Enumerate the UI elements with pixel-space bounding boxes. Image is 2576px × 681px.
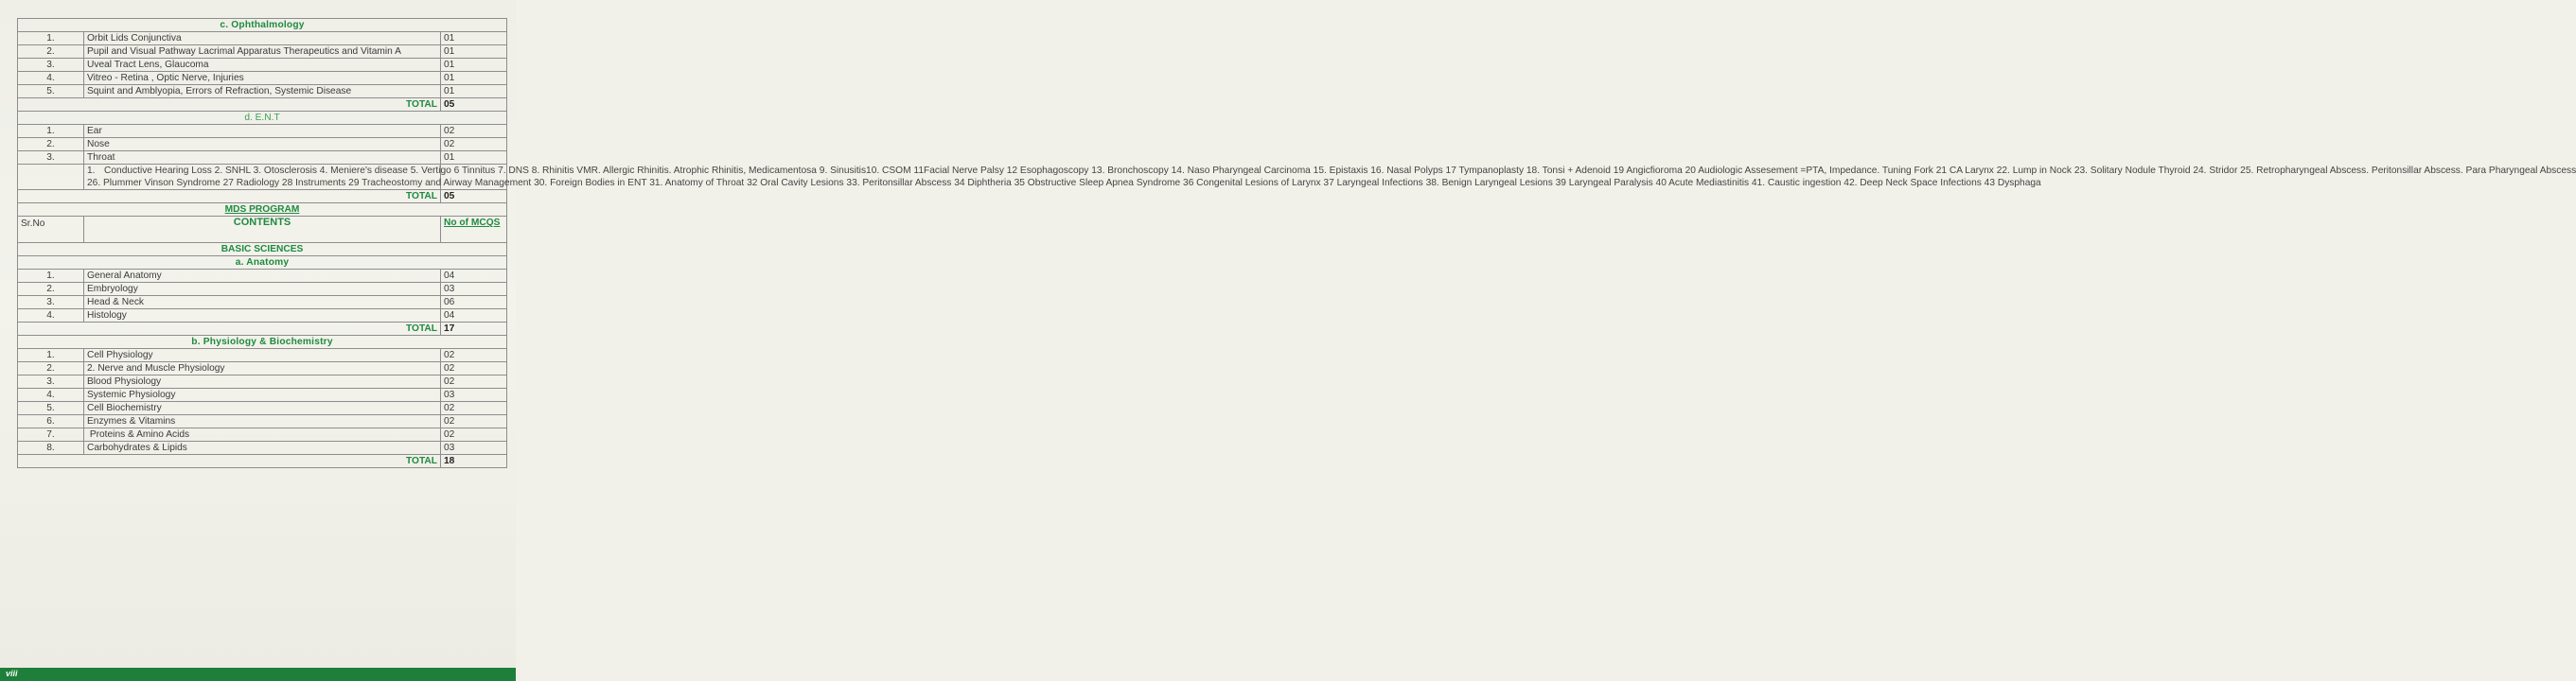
mcq-count: 02 bbox=[441, 125, 507, 138]
topic-cell: Vitreo - Retina , Optic Nerve, Injuries bbox=[84, 72, 441, 85]
basic-sciences-heading: BASIC SCIENCES bbox=[18, 243, 507, 256]
syllabus-table bbox=[17, 18, 2576, 468]
serial-number: 4. bbox=[18, 309, 84, 323]
detail-row bbox=[18, 165, 507, 190]
serial-number: 3. bbox=[18, 296, 84, 309]
table-row bbox=[18, 402, 507, 415]
serial-number: 4. bbox=[18, 72, 84, 85]
total-row bbox=[18, 98, 507, 112]
table-row bbox=[18, 283, 507, 296]
topic-cell: Squint and Amblyopia, Errors of Refraction, Systemic Disease bbox=[84, 85, 441, 98]
total-label: TOTAL bbox=[18, 323, 441, 336]
serial-number: 2. bbox=[18, 138, 84, 151]
topic-cell: Carbohydrates & Lipids bbox=[84, 442, 441, 455]
mcq-count: 01 bbox=[441, 32, 507, 45]
mcq-count: 02 bbox=[441, 415, 507, 428]
topic-cell: Nose bbox=[84, 138, 441, 151]
program-title-row bbox=[18, 203, 507, 217]
serial-number: 3. bbox=[18, 375, 84, 389]
serial-number: 3. bbox=[18, 59, 84, 72]
ent-topic-list-text: Conductive Hearing Loss 2. SNHL 3. Otosclerosis 4. Meniere's disease 5. Vertigo 6 Tinnitus 7. DNS 8. Rhinitis VMR. Allergic Rhinitis. Atrophic Rhinitis, Medicamentosa 9. Sinusitis10. CSOM 11Facial Nerve Palsy 12 Esophagoscopy 13. Bronchoscopy 14. Naso Pharyngeal Carcinoma 15. Epistaxis 16. Nasal Polyps 17 Tympanoplasty 18. Tonsi + Adenoid 19 Angicfioroma 20 Audiologic Assesement =PTA, Impedance. Tuning Fork 21 CA Larynx 22. Lump in Nock 23. Solitary Nodule Thyroid 24. Stridor 25. Retropharyngeal Abscess. Peritonsillar Abscess. Para Pharyngeal Abscess bbox=[104, 166, 2576, 176]
table-row bbox=[18, 296, 507, 309]
table-row bbox=[18, 85, 507, 98]
total-value: 17 bbox=[441, 323, 507, 336]
section-heading-physiology: b. Physiology & Biochemistry bbox=[18, 336, 507, 349]
mcq-count: 06 bbox=[441, 296, 507, 309]
serial-number: 1. bbox=[18, 349, 84, 362]
mcq-count: 01 bbox=[441, 45, 507, 59]
table-row bbox=[18, 375, 507, 389]
table-row bbox=[18, 59, 507, 72]
serial-number: 2. bbox=[18, 283, 84, 296]
table-row bbox=[18, 138, 507, 151]
table-row bbox=[18, 415, 507, 428]
serial-number: 5. bbox=[18, 402, 84, 415]
section-heading-anatomy: a. Anatomy bbox=[18, 256, 507, 270]
serial-number: 1. bbox=[18, 270, 84, 283]
mcq-count: 02 bbox=[441, 349, 507, 362]
serial-number: 3. bbox=[18, 151, 84, 165]
table-row bbox=[18, 151, 507, 165]
serial-number: 1. bbox=[18, 125, 84, 138]
topic-cell: Uveal Tract Lens, Glaucoma bbox=[84, 59, 441, 72]
topic-cell: Embryology bbox=[84, 283, 441, 296]
mcq-count: 02 bbox=[441, 402, 507, 415]
table-row bbox=[18, 442, 507, 455]
mcq-count: 04 bbox=[441, 270, 507, 283]
serial-number: 1. bbox=[18, 32, 84, 45]
mcq-count: 03 bbox=[441, 442, 507, 455]
table-row bbox=[18, 362, 507, 375]
total-value: 05 bbox=[441, 98, 507, 112]
table-row bbox=[18, 45, 507, 59]
total-value: 05 bbox=[441, 190, 507, 203]
topic-cell: Pupil and Visual Pathway Lacrimal Apparatus Therapeutics and Vitamin A bbox=[84, 45, 441, 59]
ent-topic-list bbox=[84, 165, 2576, 190]
mcq-count: 01 bbox=[441, 59, 507, 72]
list-number: 1. bbox=[87, 166, 96, 176]
serial-number: 5. bbox=[18, 85, 84, 98]
total-row bbox=[18, 190, 507, 203]
topic-cell: Proteins & Amino Acids bbox=[84, 428, 441, 442]
section-heading-ent: d. E.N.T bbox=[18, 112, 507, 125]
topic-cell: Enzymes & Vitamins bbox=[84, 415, 441, 428]
topic-cell: General Anatomy bbox=[84, 270, 441, 283]
serial-number: 8. bbox=[18, 442, 84, 455]
total-row bbox=[18, 455, 507, 468]
page-number: viii bbox=[6, 669, 18, 678]
ent-topic-list-text-2: 26. Plummer Vinson Syndrome 27 Radiology 28 Instruments 29 Tracheostomy and Airway Management 30. Foreign Bodies in ENT 31. Anatomy of Throat 32 Oral Cavity Lesions 33. Peritonsillar Abscess 34 Diphtheria 35 Obstructive Sleep Apnea Syndrome 36 Congenital Lesions of Larynx 37 Laryngeal Infections 38. Benign Laryngeal Lesions 39 Laryngeal Paralysis 40 Acute Mediastinitis 41. Caustic ingestion 42. Deep Neck Space Infections 43 Dysphaga bbox=[87, 178, 2041, 188]
topic-cell: Systemic Physiology bbox=[84, 389, 441, 402]
mcq-count: 02 bbox=[441, 428, 507, 442]
section-header-row bbox=[18, 243, 507, 256]
topic-cell: Histology bbox=[84, 309, 441, 323]
table-row bbox=[18, 349, 507, 362]
topic-cell: Throat bbox=[84, 151, 441, 165]
section-header-row bbox=[18, 336, 507, 349]
column-header-mcqs: No of MCQS bbox=[441, 217, 507, 243]
mcq-count: 02 bbox=[441, 375, 507, 389]
mcq-count: 03 bbox=[441, 389, 507, 402]
topic-cell: Cell Physiology bbox=[84, 349, 441, 362]
total-label: TOTAL bbox=[18, 190, 441, 203]
mcq-count: 01 bbox=[441, 72, 507, 85]
section-header-row bbox=[18, 19, 507, 32]
mcq-count: 02 bbox=[441, 138, 507, 151]
topic-cell: Ear bbox=[84, 125, 441, 138]
table-row bbox=[18, 72, 507, 85]
serial-number: 2. bbox=[18, 45, 84, 59]
topic-cell: Head & Neck bbox=[84, 296, 441, 309]
column-header-contents: CONTENTS bbox=[84, 217, 441, 243]
program-title: MDS PROGRAM bbox=[18, 203, 507, 217]
detail-empty-cell bbox=[18, 165, 84, 190]
serial-number: 6. bbox=[18, 415, 84, 428]
table-row bbox=[18, 428, 507, 442]
topic-cell: Orbit Lids Conjunctiva bbox=[84, 32, 441, 45]
topic-cell: 2. Nerve and Muscle Physiology bbox=[84, 362, 441, 375]
serial-number: 4. bbox=[18, 389, 84, 402]
mcq-count: 01 bbox=[441, 85, 507, 98]
mcq-count: 03 bbox=[441, 283, 507, 296]
serial-number: 7. bbox=[18, 428, 84, 442]
table-row bbox=[18, 32, 507, 45]
table-row bbox=[18, 389, 507, 402]
table-row bbox=[18, 125, 507, 138]
total-label: TOTAL bbox=[18, 455, 441, 468]
total-label: TOTAL bbox=[18, 98, 441, 112]
mcq-count: 04 bbox=[441, 309, 507, 323]
mcq-count: 02 bbox=[441, 362, 507, 375]
section-heading-ophthalmology: c. Ophthalmology bbox=[18, 19, 507, 32]
table-row bbox=[18, 309, 507, 323]
total-row bbox=[18, 323, 507, 336]
footer-bar bbox=[0, 668, 516, 681]
mcq-count: 01 bbox=[441, 151, 507, 165]
total-value: 18 bbox=[441, 455, 507, 468]
section-header-row bbox=[18, 112, 507, 125]
column-header-row bbox=[18, 217, 507, 243]
column-header-srno: Sr.No bbox=[18, 217, 84, 243]
section-header-row bbox=[18, 256, 507, 270]
table-row bbox=[18, 270, 507, 283]
topic-cell: Blood Physiology bbox=[84, 375, 441, 389]
serial-number: 2. bbox=[18, 362, 84, 375]
topic-cell: Cell Biochemistry bbox=[84, 402, 441, 415]
